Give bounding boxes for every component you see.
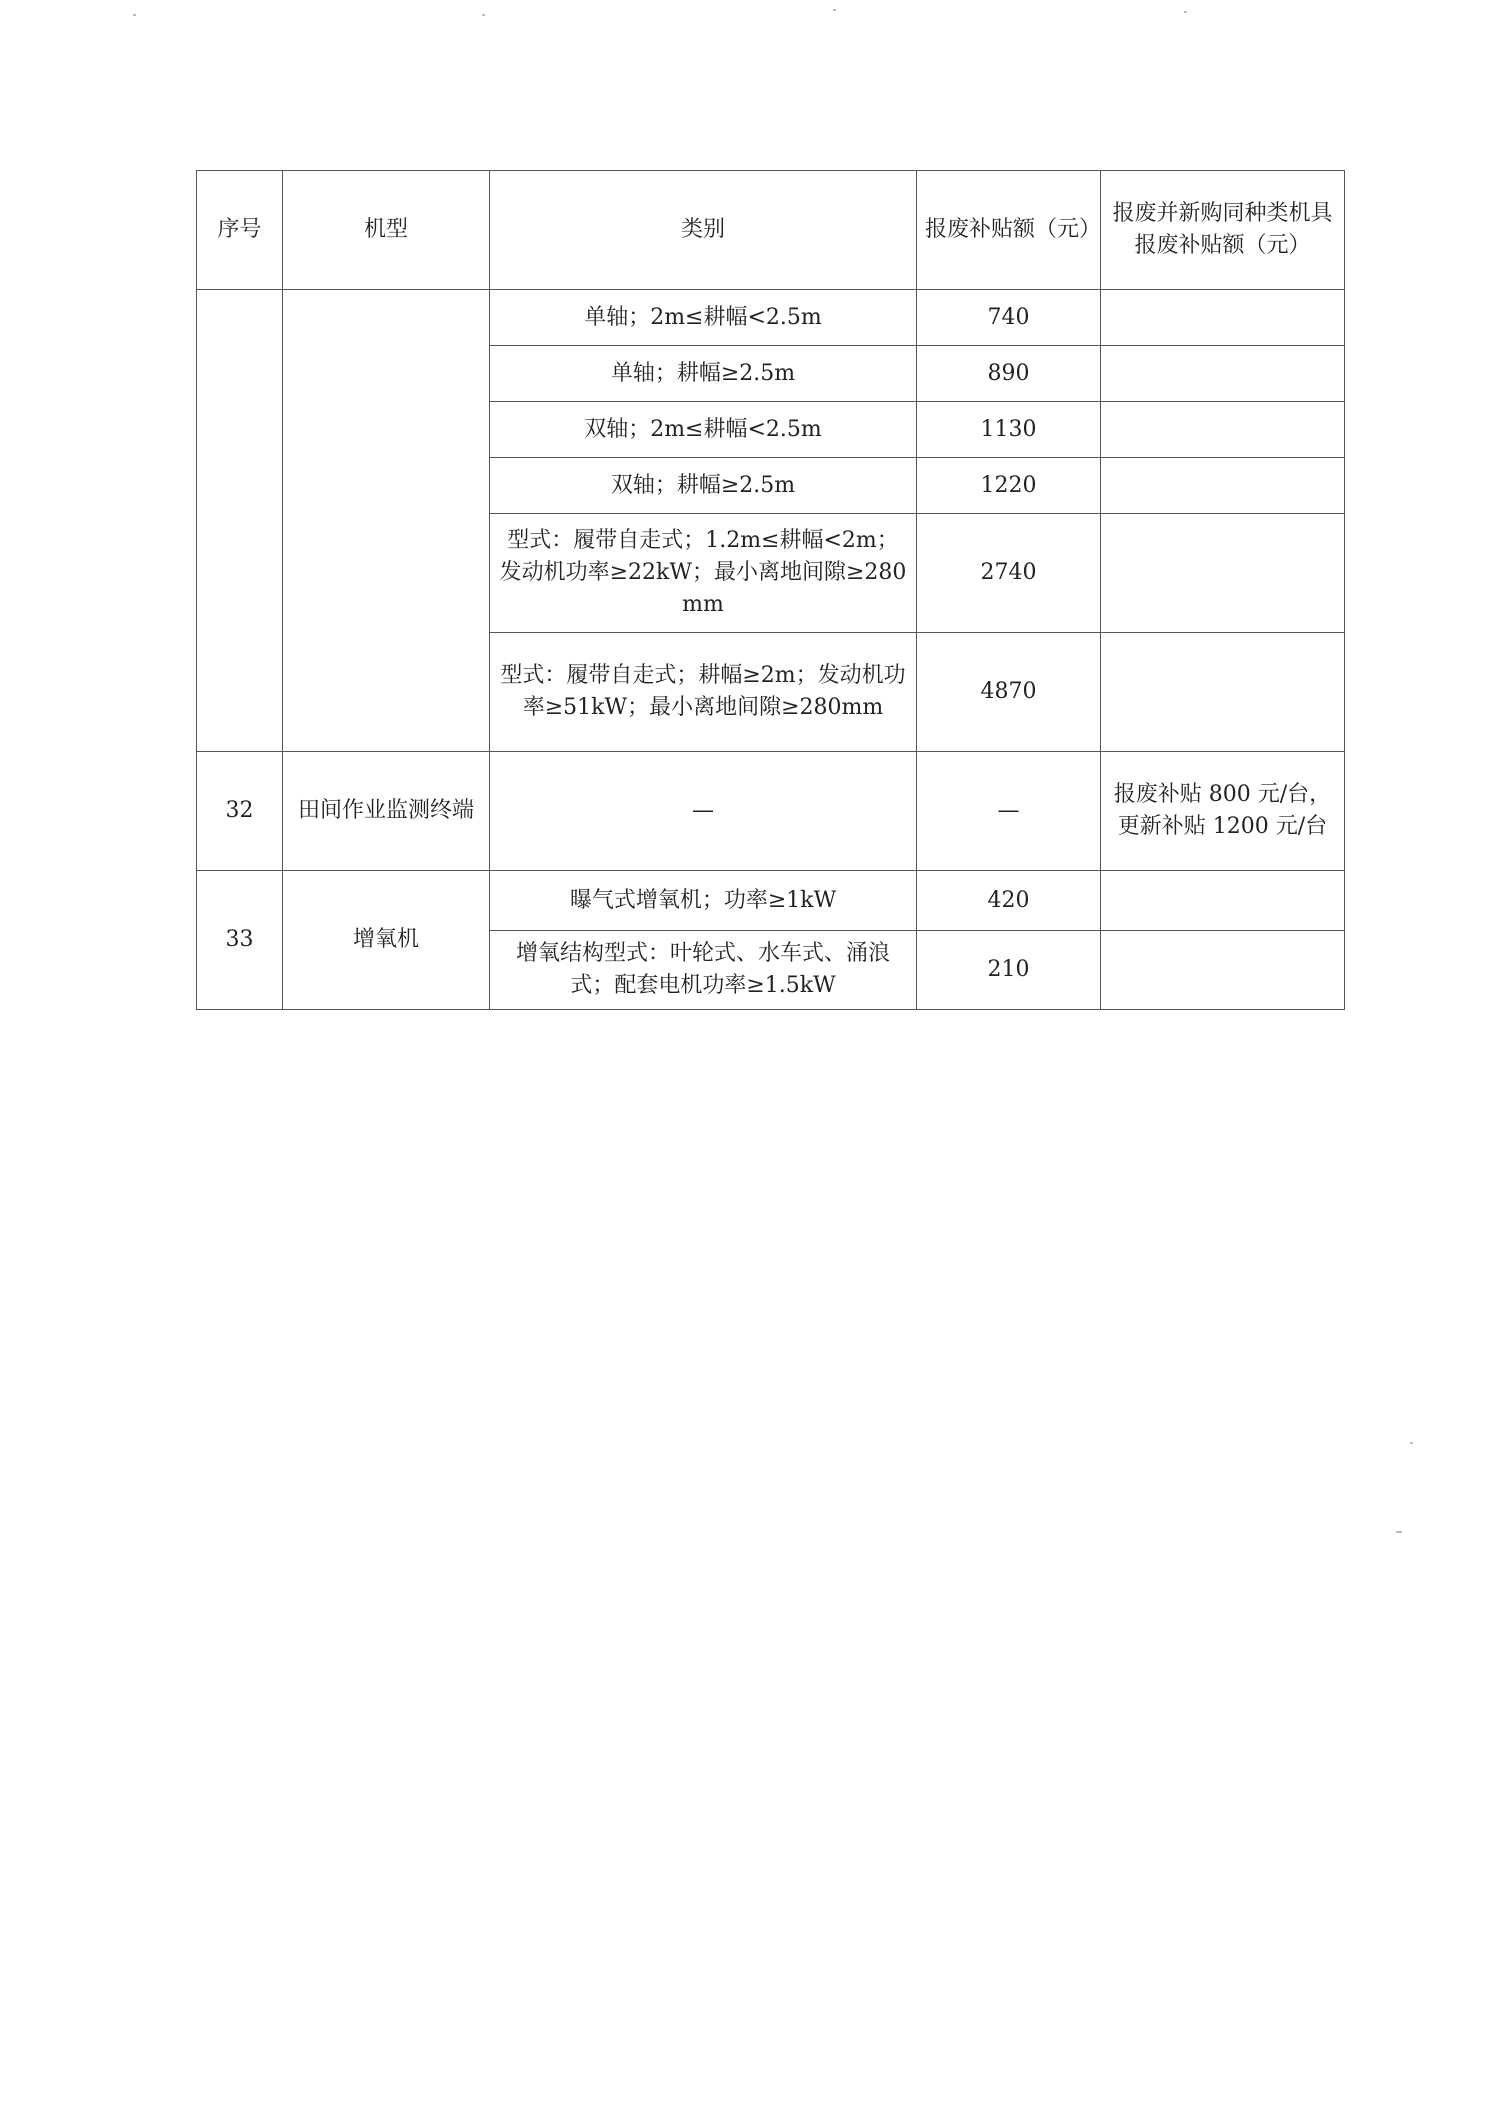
new-amount-cell [1101,458,1345,514]
seq-cell: 33 [197,871,283,1010]
amount-cell: 890 [917,346,1101,402]
amount-cell: 210 [917,931,1101,1010]
amount-cell: 740 [917,290,1101,346]
header-model: 机型 [283,171,490,290]
category-cell: 型式：履带自走式；1.2m≤耕幅<2m；发动机功率≥22kW；最小离地间隙≥280mm [490,514,917,633]
new-amount-cell [1101,402,1345,458]
amount-cell: 420 [917,871,1101,931]
model-cell: 田间作业监测终端 [283,752,490,871]
category-cell: 增氧结构型式：叶轮式、水车式、涌浪式；配套电机功率≥1.5kW [490,931,917,1010]
category-cell: 双轴；耕幅≥2.5m [490,458,917,514]
header-scrap-new-amount: 报废并新购同种类机具报废补贴额（元） [1101,171,1345,290]
seq-cell-continued [197,290,283,752]
scan-speck [482,14,485,16]
subsidy-table [196,170,1345,1010]
amount-cell: 1130 [917,402,1101,458]
amount-cell: 1220 [917,458,1101,514]
category-cell: 单轴；耕幅≥2.5m [490,346,917,402]
scan-speck [833,9,836,11]
seq-cell: 32 [197,752,283,871]
model-cell-continued [283,290,490,752]
new-amount-cell: 报废补贴 800 元/台，更新补贴 1200 元/台 [1101,752,1345,871]
scan-speck [1396,1531,1402,1533]
new-amount-cell [1101,931,1345,1010]
table-row [197,290,1345,346]
header-scrap-amount: 报废补贴额（元） [917,171,1101,290]
category-cell: — [490,752,917,871]
header-category: 类别 [490,171,917,290]
table-row [197,752,1345,871]
table-row [197,871,1345,931]
scan-speck [1184,11,1187,13]
table-header-row [197,171,1345,290]
amount-cell: — [917,752,1101,871]
category-cell: 曝气式增氧机；功率≥1kW [490,871,917,931]
scan-speck [133,14,136,16]
new-amount-cell [1101,290,1345,346]
new-amount-cell [1101,633,1345,752]
new-amount-cell [1101,871,1345,931]
header-seq: 序号 [197,171,283,290]
category-cell: 型式：履带自走式；耕幅≥2m；发动机功率≥51kW；最小离地间隙≥280mm [490,633,917,752]
category-cell: 双轴；2m≤耕幅<2.5m [490,402,917,458]
scan-speck [1410,1442,1413,1444]
amount-cell: 2740 [917,514,1101,633]
new-amount-cell [1101,346,1345,402]
new-amount-cell [1101,514,1345,633]
category-cell: 单轴；2m≤耕幅<2.5m [490,290,917,346]
model-cell: 增氧机 [283,871,490,1010]
amount-cell: 4870 [917,633,1101,752]
